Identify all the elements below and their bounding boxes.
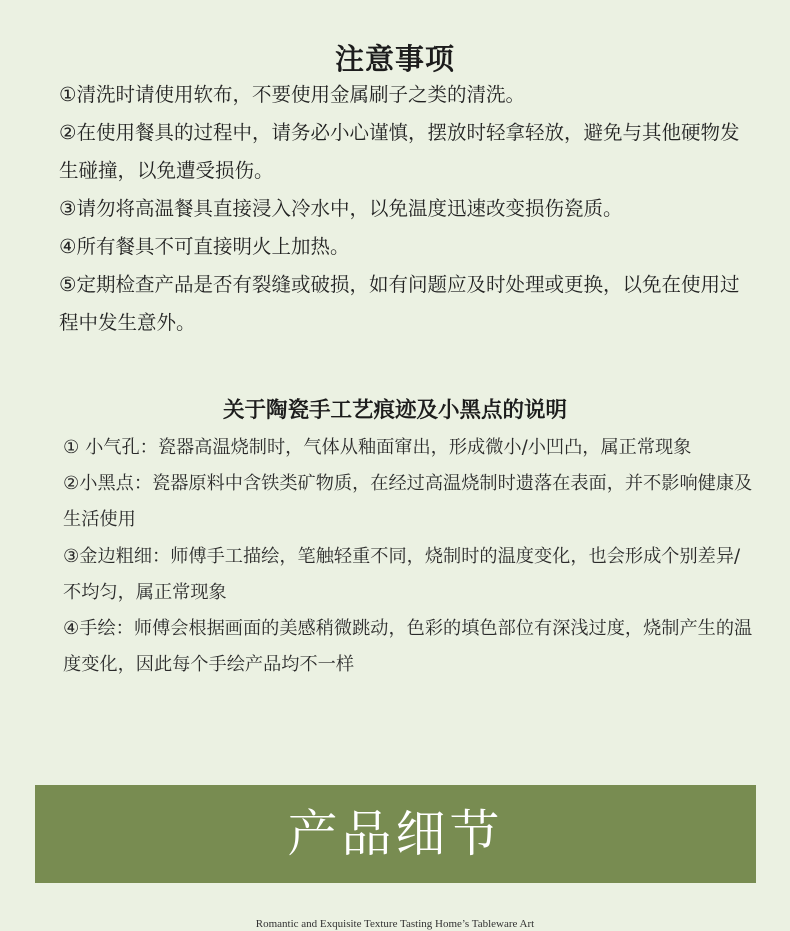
notice-item: ①清洗时请使用软布，不要使用金属刷子之类的清洗。	[59, 83, 525, 106]
banner-tagline: Romantic and Exquisite Texture Tasting Home’s Tableware Art	[255, 918, 535, 930]
banner-title: 产品细节	[287, 805, 504, 863]
explanation-item: ②小黑点：瓷器原料中含铁类矿物质，在经过高温烧制时遗落在表面，并不影响健康及生活使用	[63, 473, 753, 531]
explanation-title: 关于陶瓷手工艺痕迹及小黑点的说明	[222, 397, 567, 423]
notice-title: 注意事项	[334, 42, 455, 77]
explanation-item: ③金边粗细：师傅手工描绘，笔触轻重不同，烧制时的温度变化，也会形成个别差异/不均匀，属正常现象	[63, 545, 741, 603]
explanation-item: ④手绘：师傅会根据画面的美感稍微跳动，色彩的填色部位有深浅过度，烧制产生的温度变化，因此每个手绘产品均不一样	[63, 618, 753, 676]
explanation-item: ① 小气孔：瓷器高温烧制时，气体从釉面窜出，形成微小/小凹凸，属正常现象	[63, 437, 692, 458]
notice-item: ③请勿将高温餐具直接浸入冷水中，以免温度迅速改变损伤瓷质。	[59, 197, 623, 220]
notice-item: ④所有餐具不可直接明火上加热。	[59, 235, 350, 258]
notice-list	[59, 76, 749, 342]
explanation-list	[63, 430, 753, 683]
notice-item: ⑤定期检查产品是否有裂缝或破损，如有问题应及时处理或更换，以免在使用过程中发生意外。	[59, 273, 740, 334]
product-details-banner	[35, 785, 756, 883]
notice-item: ②在使用餐具的过程中，请务必小心谨慎，摆放时轻拿轻放，避免与其他硬物发生碰撞，以免遭受损伤。	[59, 121, 740, 182]
